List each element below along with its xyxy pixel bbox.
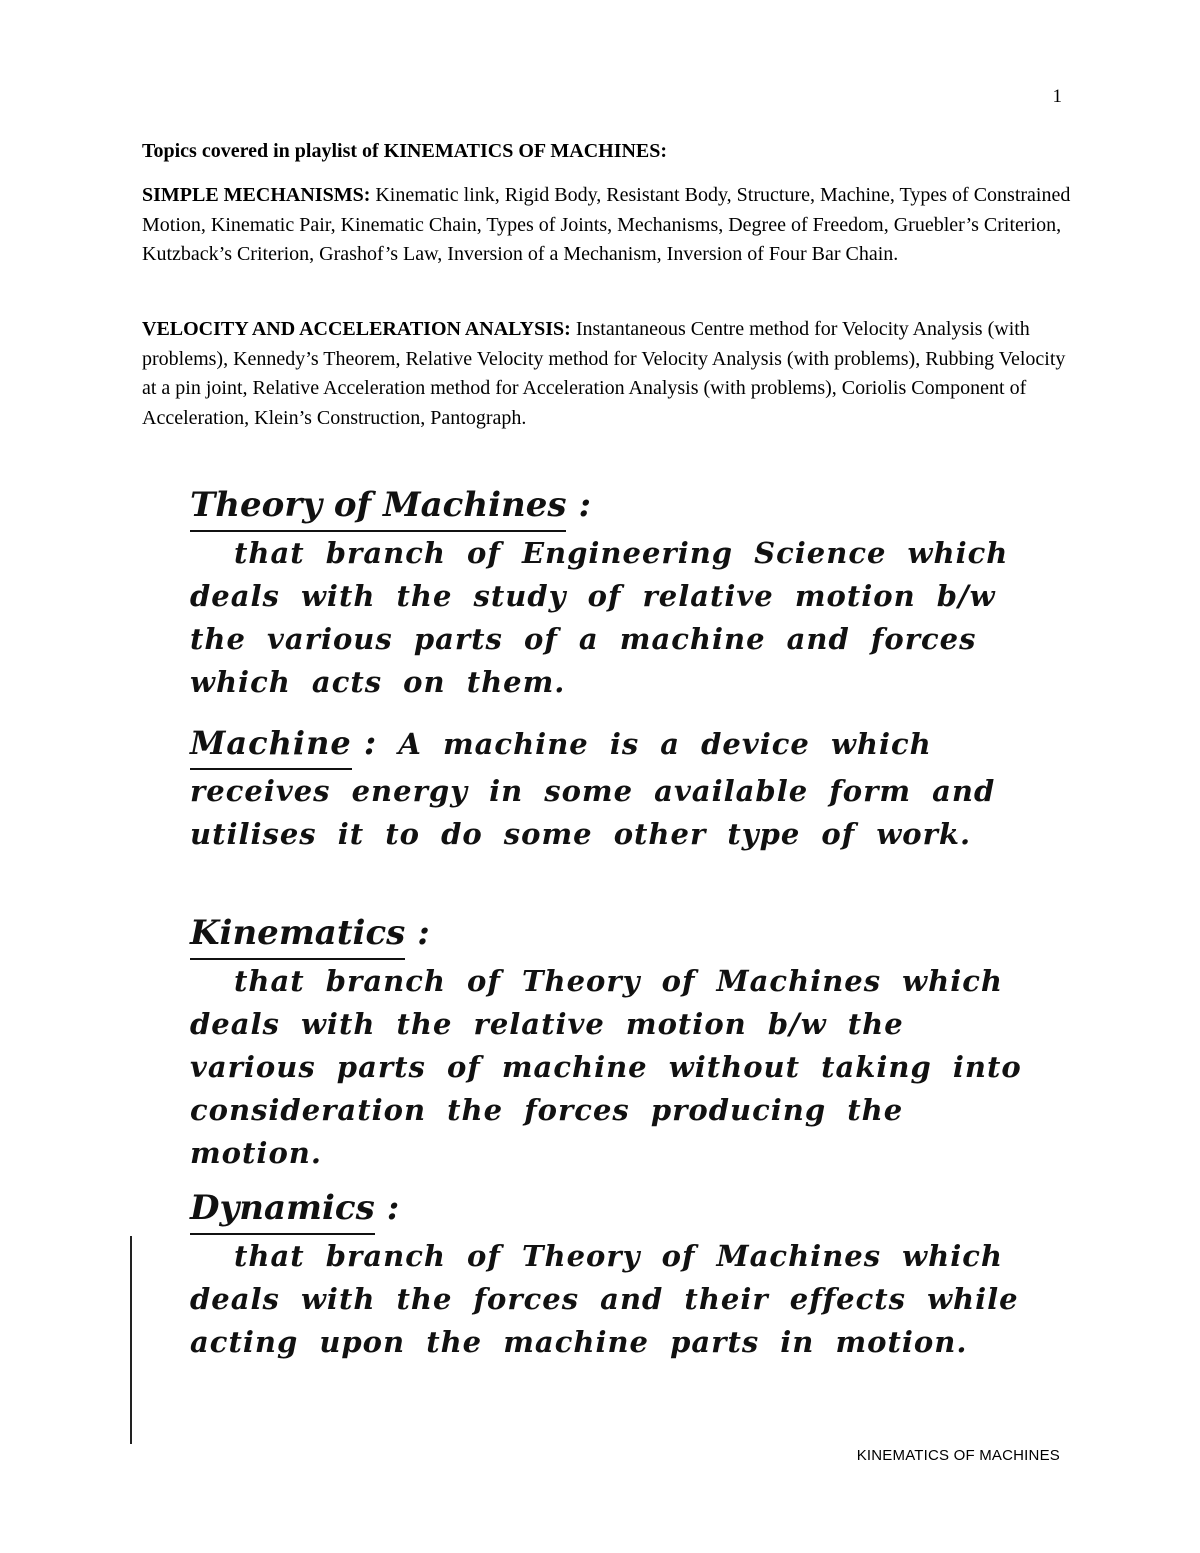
topic-label: SIMPLE MECHANISMS:: [142, 184, 371, 206]
note-body: [190, 720, 1050, 856]
note-body-text: that branch of Engineering Science which deals with the study of relative motion b/w the various parts of a machine and forces which acts on them.: [190, 536, 1009, 699]
note-title: Machine: [190, 720, 352, 770]
topic-label: VELOCITY AND ACCELERATION ANALYSIS:: [142, 318, 571, 340]
topic-velocity-acceleration: [142, 315, 1072, 433]
note-body: [190, 960, 1050, 1175]
note-colon: :: [363, 723, 378, 763]
note-body-text: that branch of Theory of Machines which deals with the forces and their effects while acting upon the machine parts in motion.: [190, 1239, 1019, 1359]
note-machine: [190, 720, 1050, 856]
topic-text: Kinematic link, Rigid Body, Resistant Body, Structure, Machine, Types of Constrained Motion, Kinematic Pair, Kinematic Chain, Types of Joints, Mechanisms, Degree of Freedom, Gruebler’s Criterion, Kutzback’s Criterion, Grashof’s Law, Inversion of a Mechanism, Inversion of Four Bar Chain.: [142, 184, 1071, 265]
note-colon: :: [417, 913, 430, 953]
note-kinematics: [190, 910, 1050, 1175]
note-title: Dynamics: [190, 1185, 375, 1235]
note-body-text: A machine is a device which receives energy in some available form and utilises it to do some other type of work.: [190, 727, 996, 851]
note-theory-of-machines: [190, 482, 1050, 704]
page-number: 1: [1052, 86, 1062, 107]
note-body: [190, 532, 1050, 704]
topic-simple-mechanisms: [142, 181, 1072, 270]
topic-text: Instantaneous Centre method for Velocity Analysis (with problems), Kennedy’s Theorem, Relative Velocity method for Velocity Analysis (with problems), Rubbing Velocity at a pin joint, Relative Acceleration method for Acceleration Analysis (with problems), Coriolis Component of Acceleration, Klein’s Construction, Pantograph.: [142, 318, 1066, 429]
note-colon: :: [578, 485, 592, 525]
note-dynamics: [190, 1185, 1050, 1364]
note-body-text: that branch of Theory of Machines which deals with the relative motion b/w the various parts of machine without taking into consideration the forces producing the motion.: [190, 964, 1022, 1170]
margin-line: [130, 1236, 132, 1444]
note-body: [190, 1235, 1050, 1364]
note-title: Kinematics: [190, 910, 405, 960]
topics-heading: Topics covered in playlist of KINEMATICS OF MACHINES:: [142, 140, 668, 162]
page-footer: KINEMATICS OF MACHINES: [856, 1447, 1060, 1464]
note-title: Theory of Machines: [190, 482, 566, 532]
note-colon: :: [386, 1188, 400, 1228]
